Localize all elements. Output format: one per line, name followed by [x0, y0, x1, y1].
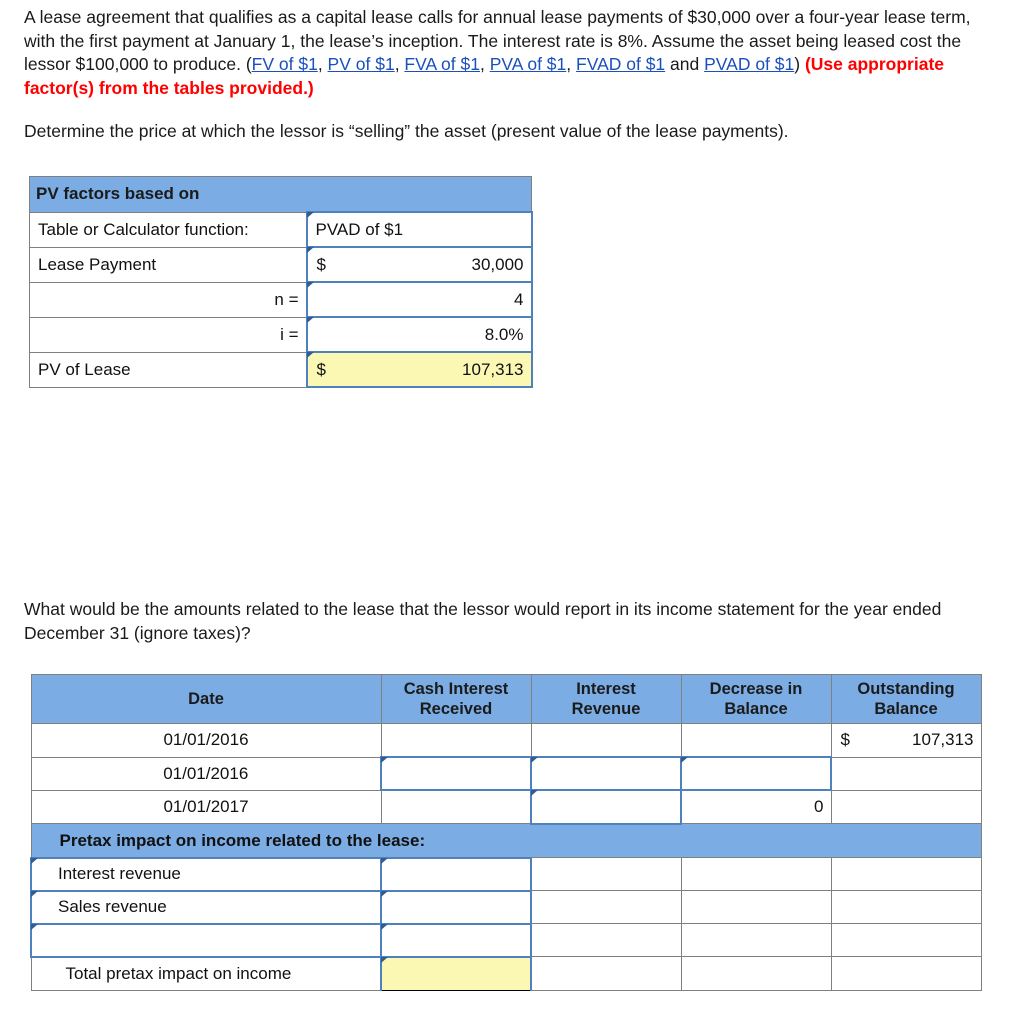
impact-blank-decrease-1 — [681, 858, 831, 891]
pv-label-function: Table or Calculator function: — [30, 212, 307, 247]
schedule-outstanding-3 — [831, 790, 981, 824]
pv-label-n: n = — [30, 282, 307, 317]
table-row — [31, 757, 981, 790]
table-total-row — [31, 957, 981, 991]
impact-blank-outstanding-2 — [831, 891, 981, 924]
schedule-decrease-3: 0 — [681, 790, 831, 824]
schedule-cash-1 — [381, 724, 531, 758]
table-row — [30, 317, 532, 352]
table-row — [30, 247, 532, 282]
pv-label-i: i = — [30, 317, 307, 352]
requirement-2-question: What would be the amounts related to the lease that the lessor would report in its income statement for the year ended December 31 (ignore taxes)? — [24, 599, 942, 643]
link-fv-of-1[interactable]: FV of $1 — [251, 54, 318, 74]
link-pv-of-1[interactable]: PV of $1 — [327, 54, 395, 74]
schedule-interest-1 — [531, 724, 681, 758]
schedule-date-1: 01/01/2016 — [31, 724, 381, 758]
impact-blank-interest-1 — [531, 858, 681, 891]
currency-symbol: $ — [316, 359, 326, 379]
column-header-outstanding-balance — [831, 675, 981, 724]
schedule-outstanding-1 — [831, 724, 981, 758]
table-row — [31, 924, 981, 957]
pv-table-title: PV factors based on — [30, 177, 532, 213]
pv-value-function: PVAD of $1 — [315, 219, 404, 239]
link-pva-of-1[interactable]: PVA of $1 — [489, 54, 567, 74]
header-line-2: Revenue — [571, 700, 641, 718]
problem-statement — [24, 6, 976, 100]
header-line-1: Interest — [576, 680, 636, 698]
header-line-2: Balance — [724, 700, 788, 718]
schedule-interest-input-2[interactable] — [531, 757, 681, 790]
total-blank-outstanding — [831, 957, 981, 991]
table-row — [31, 858, 981, 891]
schedule-decrease-1 — [681, 724, 831, 758]
impact-label-1: Interest revenue — [58, 864, 181, 883]
header-line-1: Outstanding — [857, 680, 955, 698]
pv-value-i: 8.0% — [484, 324, 524, 344]
separator: ) — [794, 54, 805, 74]
column-header-date: Date — [31, 675, 381, 724]
separator: , — [317, 54, 328, 74]
table-row — [30, 282, 532, 317]
impact-value-input-3[interactable] — [381, 924, 531, 957]
pv-label-pv-of-lease: PV of Lease — [30, 352, 307, 387]
pv-input-function[interactable] — [307, 212, 532, 247]
table-row — [31, 724, 981, 758]
link-pvad-of-1[interactable]: PVAD of $1 — [704, 54, 795, 74]
pv-value-lease-payment: 30,000 — [471, 254, 524, 274]
separator: , — [566, 54, 576, 74]
impact-label-2: Sales revenue — [58, 897, 167, 916]
pv-value-n: 4 — [514, 289, 524, 309]
lease-schedule-table — [30, 674, 982, 991]
currency-symbol: $ — [316, 254, 326, 274]
impact-value-input-1[interactable] — [381, 858, 531, 891]
impact-blank-outstanding-3 — [831, 924, 981, 957]
header-line-1: Decrease in — [709, 680, 803, 698]
column-header-interest-revenue — [531, 675, 681, 724]
header-line-1: Cash Interest — [403, 680, 509, 698]
header-line-2: Received — [419, 700, 493, 718]
section-header-pretax-impact: Pretax impact on income related to the lease: — [31, 824, 981, 858]
pv-input-pv-of-lease[interactable] — [307, 352, 532, 387]
table-row-header — [30, 177, 532, 213]
total-value-input[interactable] — [381, 957, 531, 991]
table-row — [30, 352, 532, 387]
table-row — [31, 891, 981, 924]
schedule-cash-input-2[interactable] — [381, 757, 531, 790]
schedule-interest-input-3[interactable] — [531, 790, 681, 824]
table-row — [31, 790, 981, 824]
currency-symbol: $ — [840, 730, 850, 750]
schedule-decrease-input-2[interactable] — [681, 757, 831, 790]
schedule-date-2: 01/01/2016 — [31, 757, 381, 790]
column-header-cash-interest-received — [381, 675, 531, 724]
table-row — [30, 212, 532, 247]
schedule-cash-3 — [381, 790, 531, 824]
impact-value-input-2[interactable] — [381, 891, 531, 924]
pv-input-lease-payment[interactable] — [307, 247, 532, 282]
separator: , — [479, 54, 490, 74]
impact-blank-outstanding-1 — [831, 858, 981, 891]
pv-factors-table — [29, 176, 533, 388]
header-line-2: Balance — [874, 700, 938, 718]
separator: and — [665, 54, 705, 74]
pv-input-n[interactable] — [307, 282, 532, 317]
impact-blank-interest-2 — [531, 891, 681, 924]
impact-label-input-2[interactable] — [31, 891, 381, 924]
requirement-1-question: Determine the price at which the lessor is “selling” the asset (present value of the lease payments). — [24, 121, 789, 141]
pv-value-pv-of-lease: 107,313 — [462, 359, 524, 379]
problem-text-main: A lease agreement that qualifies as a capital lease calls for annual lease payments of $30,000 over a four-year lease term, with the first payment at January 1, the lease’s inception. The interest rate is 8%. Assume the asset being leased cost the lessor $100,000 to produce. ( — [24, 7, 971, 74]
table-section-header-row — [31, 824, 981, 858]
link-fva-of-1[interactable]: FVA of $1 — [404, 54, 480, 74]
schedule-outstanding-2 — [831, 757, 981, 790]
column-header-decrease-in-balance — [681, 675, 831, 724]
schedule-outstanding-value-1: 107,313 — [912, 730, 974, 750]
total-blank-interest — [531, 957, 681, 991]
pv-input-i[interactable] — [307, 317, 532, 352]
schedule-date-3: 01/01/2017 — [31, 790, 381, 824]
impact-blank-interest-3 — [531, 924, 681, 957]
impact-blank-decrease-3 — [681, 924, 831, 957]
table-header-row — [31, 675, 981, 724]
separator: , — [394, 54, 405, 74]
instruction-note: (Use appropriate factor(s) from the tables provided.) — [24, 54, 945, 98]
link-fvad-of-1[interactable]: FVAD of $1 — [576, 54, 666, 74]
pv-label-lease-payment: Lease Payment — [30, 247, 307, 282]
impact-blank-decrease-2 — [681, 891, 831, 924]
impact-label-input-1[interactable] — [31, 858, 381, 891]
total-blank-decrease — [681, 957, 831, 991]
impact-label-input-3[interactable] — [31, 924, 381, 957]
total-label: Total pretax impact on income — [31, 957, 381, 991]
